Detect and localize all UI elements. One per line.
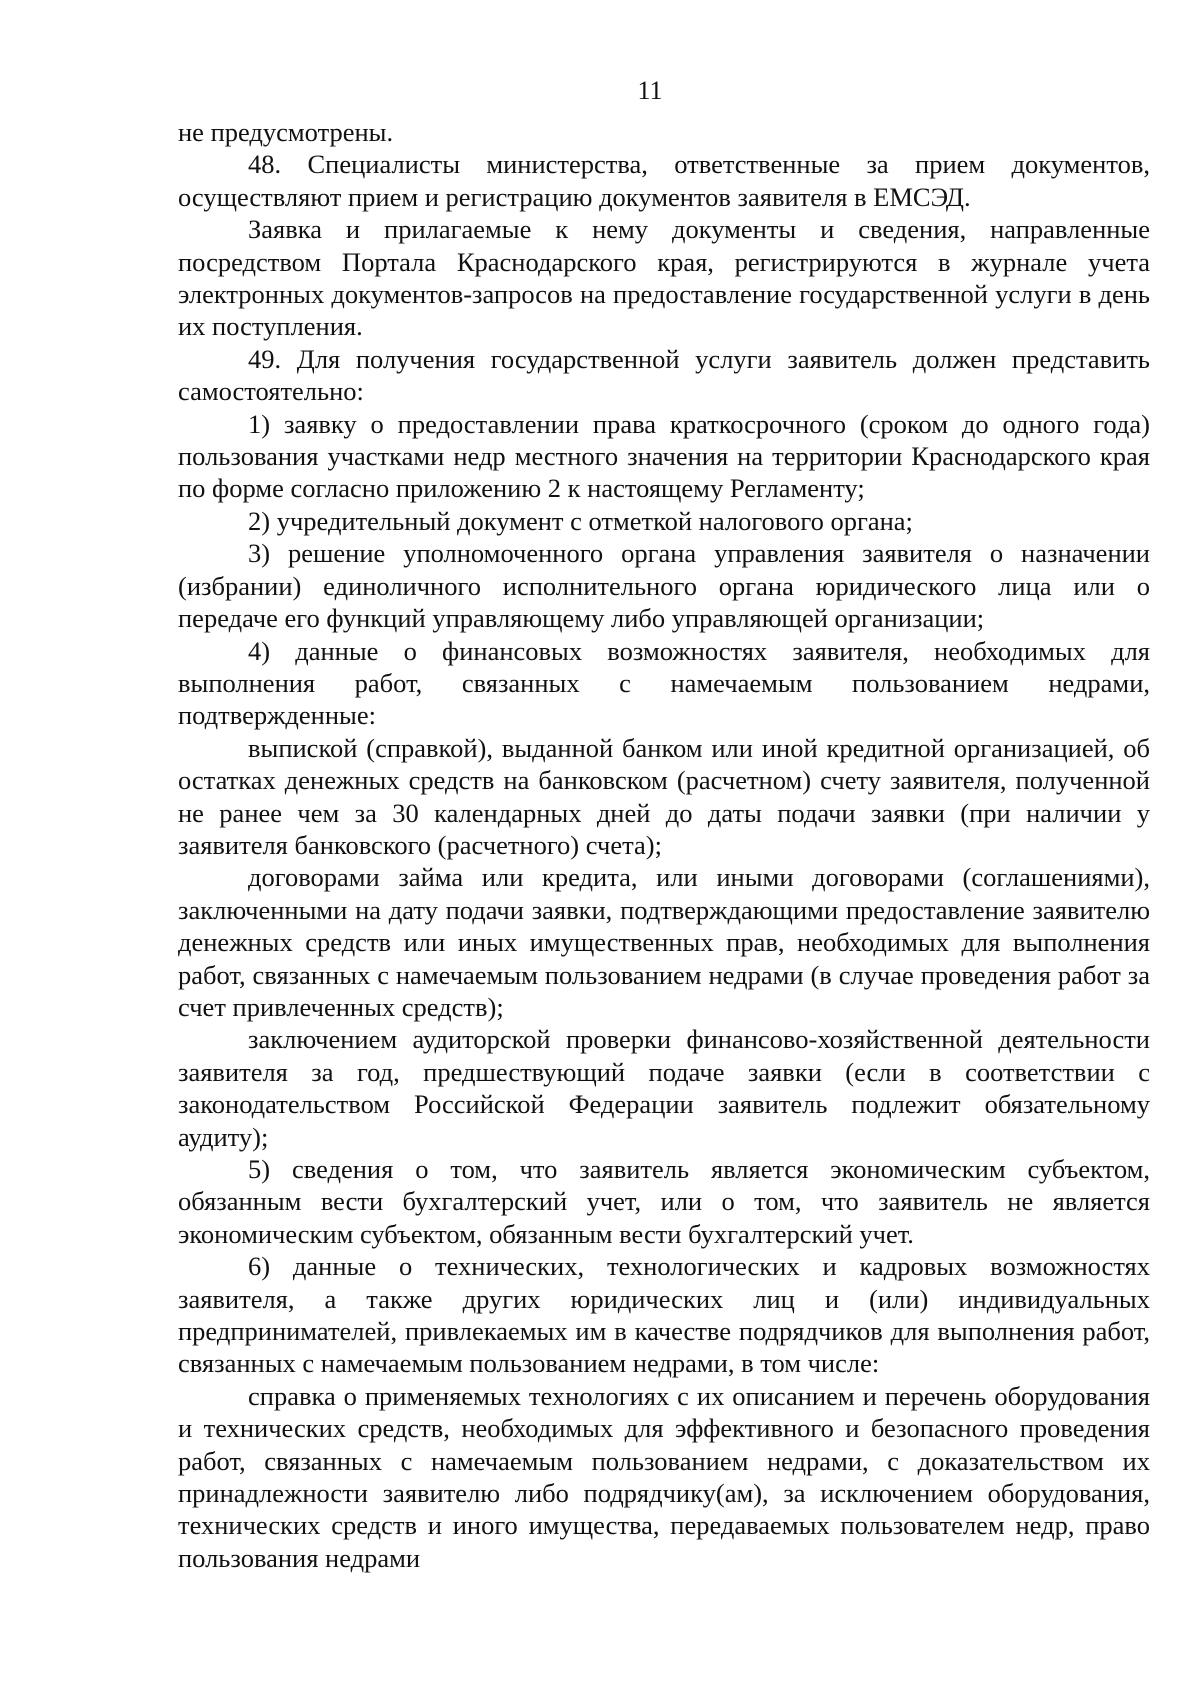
list-item-4: 4) данные о финансовых возможностях заявителя, необходимых для выполнения работ, связанных с намечаемым пользованием недрами, подтвержденные:	[178, 635, 1150, 731]
sub-item-technology-reference: справка о применяемых технологиях с их описанием и перечень оборудования и технических средств, необходимых для эффективного и безопасного проведения работ, связанных с намечаемым пользованием недрами, с доказательством их принадлежности заявителю либо подрядчику(ам), за исключением оборудования, технических средств и иного имущества, передаваемых пользователем недр, право пользования недрами	[178, 1380, 1150, 1573]
list-item-2: 2) учредительный документ с отметкой налогового органа;	[248, 505, 913, 536]
paragraph-application-registration: Заявка и прилагаемые к нему документы и сведения, направленные посредством Портала Краснодарского края, регистрируются в журнале учета электронных документов-запросов на предоставление государственной услуги в день их поступления.	[178, 214, 1150, 342]
paragraph-continuation: не предусмотрены.	[178, 117, 394, 147]
paragraph-item-49: 49. Для получения государственной услуги заявитель должен представить самостоятельно:	[178, 343, 1150, 407]
sub-item-audit-conclusion: заключением аудиторской проверки финансово-хозяйственной деятельности заявителя за год, предшествующий подаче заявки (если в соответствии с законодательством Российской Федерации заявитель подлежит обязательному аудиту);	[178, 1024, 1150, 1152]
list-item-3: 3) решение уполномоченного органа управления заявителя о назначении (избрании) единоличного исполнительного органа юридического лица или о передаче его функций управляющему либо управляющей организации;	[178, 538, 1150, 634]
list-item-6: 6) данные о технических, технологических и кадровых возможностях заявителя, а также других юридических лиц и (или) индивидуальных предпринимателей, привлекаемых им в качестве подрядчиков для выполнения работ, связанных с намечаемым пользованием недрами, в том числе:	[178, 1251, 1150, 1379]
sub-item-bank-statement: выпиской (справкой), выданной банком или иной кредитной организацией, об остатках денежных средств на банковском (расчетном) счету заявителя, полученной не ранее чем за 30 календарных дней до даты подачи заявки (при наличии у заявителя банковского (расчетного) счета);	[178, 732, 1150, 860]
sub-item-loan-agreements: договорами займа или кредита, или иными договорами (соглашениями), заключенными на дату подачи заявки, подтверждающими предоставление заявителю денежных средств или иных имущественных прав, необходимых для выполнения работ, связанных с намечаемым пользованием недрами (в случае проведения работ за счет привлеченных средств);	[178, 862, 1150, 1022]
paragraph-item-48: 48. Специалисты министерства, ответственные за прием документов, осуществляют прием и регистрацию документов заявителя в ЕМСЭД.	[178, 149, 1150, 212]
document-body	[178, 116, 1150, 1574]
list-item-1: 1) заявку о предоставлении права краткосрочного (сроком до одного года) пользования участками недр местного значения на территории Краснодарского края по форме согласно приложению 2 к настоящему Регламенту;	[178, 408, 1150, 504]
list-item-5: 5) сведения о том, что заявитель является экономическим субъектом, обязанным вести бухгалтерский учет, или о том, что заявитель не является экономическим субъектом, обязанным вести бухгалтерский учет.	[178, 1154, 1150, 1249]
page-number: 11	[637, 76, 663, 105]
